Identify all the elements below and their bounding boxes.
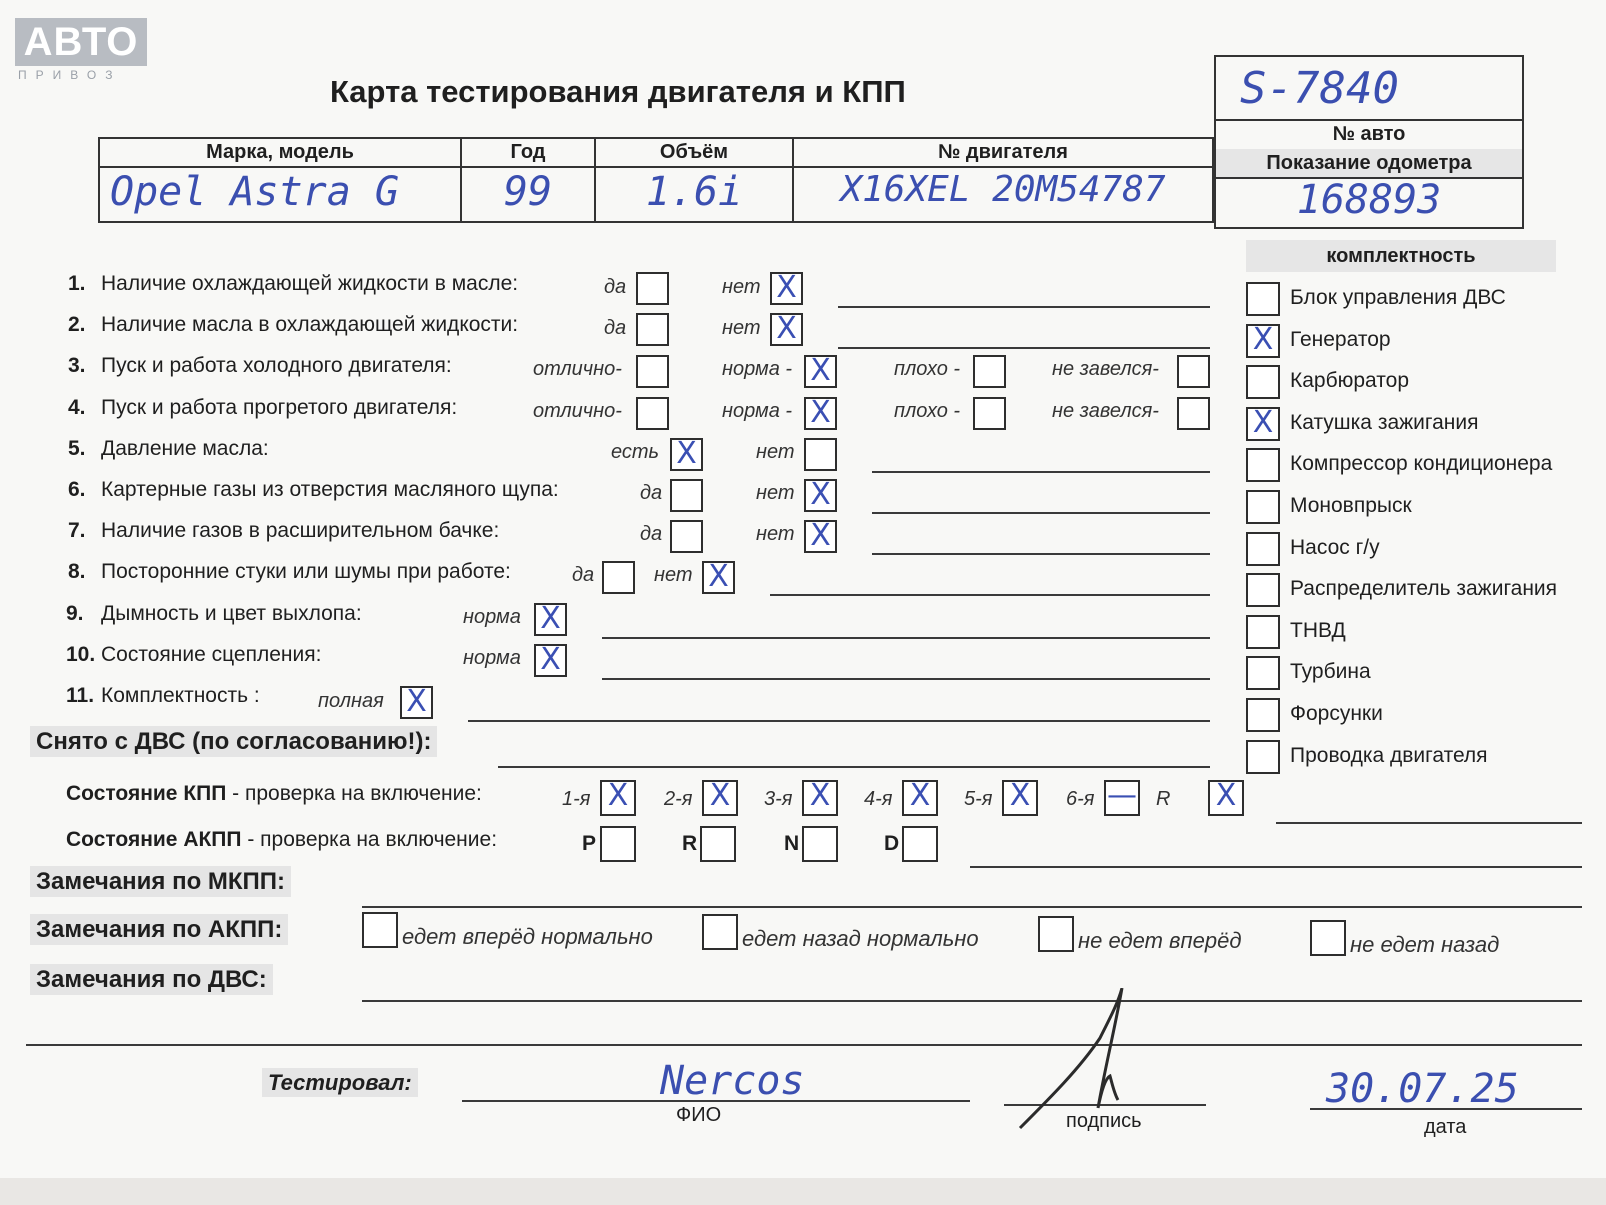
- checkbox-q9-normal[interactable]: X: [534, 603, 567, 636]
- volume-cell: Объём 1.6i: [596, 139, 794, 221]
- kit-item-label: Насос г/у: [1290, 535, 1380, 559]
- gear-label: 1-я: [562, 788, 591, 810]
- question-text: Наличие охлаждающей жидкости в масле:: [101, 272, 519, 295]
- kit-checkbox[interactable]: [1246, 615, 1280, 649]
- mkpp-remarks-line: [362, 906, 1582, 908]
- dvs-remarks-line-2: [26, 1044, 1582, 1046]
- page-title: Карта тестирования двигателя и КПП: [330, 74, 906, 109]
- question-text: Давление масла:: [101, 437, 269, 460]
- checkbox-q3-excellent[interactable]: [636, 355, 669, 388]
- fio-label: ФИО: [676, 1104, 722, 1126]
- option-label: не завелся-: [1052, 358, 1159, 380]
- kit-checkbox[interactable]: [1246, 365, 1280, 399]
- checkbox-q3-normal[interactable]: X: [804, 355, 837, 388]
- mkpp-notes-line: [1276, 822, 1582, 824]
- checkbox-q3-not-started[interactable]: [1177, 355, 1210, 388]
- question-number: 7.: [68, 519, 86, 542]
- checkbox-q1-yes[interactable]: [636, 272, 669, 305]
- volume-value: 1.6i: [645, 169, 743, 215]
- kit-checkbox[interactable]: [1246, 532, 1280, 566]
- removed-label: Снято с ДВС (по согласованию!):: [30, 728, 437, 756]
- date-label: дата: [1424, 1116, 1467, 1138]
- option-label: да: [604, 276, 627, 298]
- mkpp-check-label: Состояние КПП - проверка на включение:: [66, 782, 482, 805]
- checkbox-q4-bad[interactable]: [973, 397, 1006, 430]
- checkbox-q6-no[interactable]: X: [804, 479, 837, 512]
- engine-number-value: X16XEL 20M54787: [840, 169, 1166, 210]
- kit-checkbox[interactable]: [1246, 573, 1280, 607]
- akpp-mode-label: N: [784, 832, 800, 855]
- option-label: нет: [654, 564, 693, 586]
- checkbox-q10-normal[interactable]: X: [534, 644, 567, 677]
- checkbox-q2-yes[interactable]: [636, 313, 669, 346]
- question-text: Дымность и цвет выхлопа:: [101, 602, 362, 625]
- checkbox-akpp-reverse-ok[interactable]: [702, 914, 738, 950]
- tester-name-value: Nercos: [660, 1058, 805, 1104]
- question-number: 2.: [68, 313, 86, 336]
- akpp-mode-label: P: [582, 832, 597, 855]
- kit-checkbox[interactable]: [1246, 698, 1280, 732]
- kit-checkbox[interactable]: [1246, 282, 1280, 316]
- notes-line: [838, 306, 1210, 308]
- tested-by-label: Тестировал:: [262, 1070, 418, 1096]
- option-label: норма: [463, 606, 521, 628]
- gear-label: 6-я: [1066, 788, 1095, 810]
- notes-line: [872, 512, 1210, 514]
- question-number: 6.: [68, 478, 86, 501]
- question-text: Пуск и работа прогретого двигателя:: [101, 396, 458, 419]
- checkbox-q11-full[interactable]: X: [400, 686, 433, 719]
- akpp-mode-checkbox[interactable]: [700, 826, 736, 862]
- checkbox-q5-absent[interactable]: [804, 438, 837, 471]
- checkbox-q1-no[interactable]: X: [770, 272, 803, 305]
- avtoprivoz-logo: АВТО: [15, 18, 147, 66]
- vehicle-info-table: [98, 137, 1214, 223]
- question-number: 8.: [68, 560, 86, 583]
- option-label: не едет назад: [1350, 932, 1500, 957]
- gear-checkbox[interactable]: X: [600, 780, 636, 816]
- make-model-value: Opel Astra G: [110, 169, 399, 215]
- option-label: не завелся-: [1052, 400, 1159, 422]
- option-label: норма -: [722, 400, 793, 422]
- option-label: да: [572, 564, 595, 586]
- gear-label: 4-я: [864, 788, 893, 810]
- kit-item-label: Форсунки: [1290, 702, 1383, 725]
- akpp-mode-checkbox[interactable]: [600, 826, 636, 862]
- kit-item-label: Моновпрыск: [1290, 494, 1412, 517]
- option-label: есть: [611, 441, 660, 463]
- option-label: нет: [722, 317, 761, 339]
- option-label: не едет вперёд: [1078, 928, 1242, 953]
- gear-checkbox[interactable]: X: [902, 780, 938, 816]
- gear-checkbox[interactable]: X: [802, 780, 838, 816]
- kit-item-label: ТНВД: [1290, 618, 1346, 642]
- checkbox-q8-no[interactable]: X: [702, 561, 735, 594]
- gear-label: 3-я: [764, 788, 793, 810]
- signature-label: подпись: [1066, 1110, 1142, 1132]
- dvs-remarks-line: [362, 1000, 1582, 1002]
- gear-checkbox[interactable]: X: [702, 780, 738, 816]
- option-label: отлично-: [533, 358, 622, 380]
- akpp-mode-checkbox[interactable]: [902, 826, 938, 862]
- date-value: 30.07.25: [1326, 1066, 1519, 1112]
- gear-label: 2-я: [664, 788, 693, 810]
- kit-item-label: Генератор: [1290, 327, 1391, 351]
- stock-number-value: S-7840: [1240, 63, 1399, 114]
- checkbox-akpp-no-reverse[interactable]: [1310, 920, 1346, 956]
- akpp-check-label: Состояние АКПП - проверка на включение:: [66, 828, 498, 851]
- kit-checkbox[interactable]: [1246, 448, 1280, 482]
- gear-checkbox[interactable]: —: [1104, 780, 1140, 816]
- question-number: 5.: [68, 437, 86, 460]
- option-label: нет: [756, 523, 795, 545]
- logo-subtitle: ПРИВОЗ: [18, 68, 122, 82]
- checkbox-q4-excellent[interactable]: [636, 397, 669, 430]
- question-number: 3.: [68, 354, 86, 377]
- notes-line: [770, 594, 1210, 596]
- notes-line: [602, 678, 1210, 680]
- question-text: Посторонние стуки или шумы при работе:: [101, 560, 511, 583]
- year-cell: Год 99: [462, 139, 596, 221]
- car-number-label: № авто: [1216, 119, 1522, 151]
- checkbox-akpp-forward-ok[interactable]: [362, 912, 398, 948]
- question-number: 10.: [66, 643, 96, 666]
- question-number: 9.: [66, 602, 84, 625]
- checkbox-q4-not-started[interactable]: [1177, 397, 1210, 430]
- option-label: нет: [756, 482, 795, 504]
- option-label: нет: [722, 276, 761, 298]
- option-label: едет вперёд нормально: [402, 924, 653, 949]
- question-text: Пуск и работа холодного двигателя:: [101, 354, 452, 377]
- kit-checkbox[interactable]: [1246, 656, 1280, 690]
- removed-notes-line: [498, 766, 1210, 768]
- notes-line: [872, 553, 1210, 555]
- stock-number-cell: [1216, 57, 1522, 121]
- option-label: да: [604, 317, 627, 339]
- akpp-notes-line: [970, 866, 1582, 868]
- akpp-mode-checkbox[interactable]: [802, 826, 838, 862]
- kit-item-label: Карбюратор: [1290, 369, 1410, 393]
- notes-line: [602, 637, 1210, 639]
- odometer-value: 168893: [1296, 177, 1442, 223]
- question-text: Наличие газов в расширительном бачке:: [101, 519, 500, 542]
- checkbox-q7-yes[interactable]: [670, 520, 703, 553]
- akpp-mode-label: R: [682, 832, 698, 855]
- question-text: Состояние сцепления:: [101, 643, 322, 666]
- notes-line: [872, 471, 1210, 473]
- gear-label: R: [1156, 788, 1171, 810]
- checkbox-q4-normal[interactable]: X: [804, 397, 837, 430]
- kit-checkbox[interactable]: X: [1246, 407, 1280, 441]
- option-label: да: [640, 523, 663, 545]
- question-text: Картерные газы из отверстия масляного щупа:: [101, 478, 559, 501]
- kit-title: комплектность: [1246, 240, 1556, 272]
- option-label: едет назад нормально: [742, 926, 979, 951]
- option-label: плохо -: [894, 358, 961, 380]
- option-label: норма: [463, 647, 521, 669]
- option-label: норма -: [722, 358, 793, 380]
- engine-number-cell: № двигателя X16XEL 20M54787: [794, 139, 1212, 221]
- fio-line: [462, 1100, 970, 1102]
- car-id-box: [1214, 55, 1524, 229]
- kit-checkbox[interactable]: [1246, 740, 1280, 774]
- kit-item-label: Компрессор кондиционера: [1290, 452, 1553, 476]
- checkbox-q7-no[interactable]: X: [804, 520, 837, 553]
- option-label: отлично-: [533, 400, 622, 422]
- checkbox-q6-yes[interactable]: [670, 479, 703, 512]
- akpp-mode-label: D: [884, 832, 900, 855]
- question-number: 1.: [68, 272, 86, 295]
- option-label: нет: [756, 441, 795, 463]
- option-label: плохо -: [894, 400, 961, 422]
- kit-item-label: Распределитель зажигания: [1290, 577, 1558, 601]
- date-line: [1310, 1108, 1582, 1110]
- checkbox-q5-present[interactable]: X: [670, 438, 703, 471]
- make-model-cell: Марка, модель Opel Astra G: [100, 139, 462, 221]
- checkbox-q3-bad[interactable]: [973, 355, 1006, 388]
- kit-item-label: Проводка двигателя: [1290, 743, 1488, 767]
- notes-line: [468, 720, 1210, 722]
- question-number: 4.: [68, 396, 86, 419]
- question-number: 11.: [66, 684, 95, 707]
- checkbox-akpp-no-forward[interactable]: [1038, 916, 1074, 952]
- year-value: 99: [503, 169, 553, 215]
- odometer-label: Показание одометра: [1216, 149, 1522, 179]
- gear-label: 5-я: [964, 788, 993, 810]
- question-text: Комплектность :: [101, 684, 260, 707]
- checkbox-q8-yes[interactable]: [602, 561, 635, 594]
- dvs-remarks-label: Замечания по ДВС:: [30, 966, 273, 994]
- mkpp-remarks-label: Замечания по МКПП:: [30, 868, 291, 896]
- gear-checkbox[interactable]: X: [1208, 780, 1244, 816]
- kit-checkbox[interactable]: [1246, 490, 1280, 524]
- kit-item-label: Блок управления ДВС: [1290, 286, 1506, 309]
- option-label: да: [640, 482, 663, 504]
- option-label: полная: [318, 690, 384, 712]
- kit-item-label: Катушка зажигания: [1290, 410, 1479, 434]
- gear-checkbox[interactable]: X: [1002, 780, 1038, 816]
- kit-item-label: Турбина: [1290, 660, 1371, 684]
- question-text: Наличие масла в охлаждающей жидкости:: [101, 313, 519, 336]
- notes-line: [838, 347, 1210, 349]
- kit-checkbox[interactable]: X: [1246, 324, 1280, 358]
- checkbox-q2-no[interactable]: X: [770, 313, 803, 346]
- akpp-remarks-label: Замечания по АКПП:: [30, 916, 288, 944]
